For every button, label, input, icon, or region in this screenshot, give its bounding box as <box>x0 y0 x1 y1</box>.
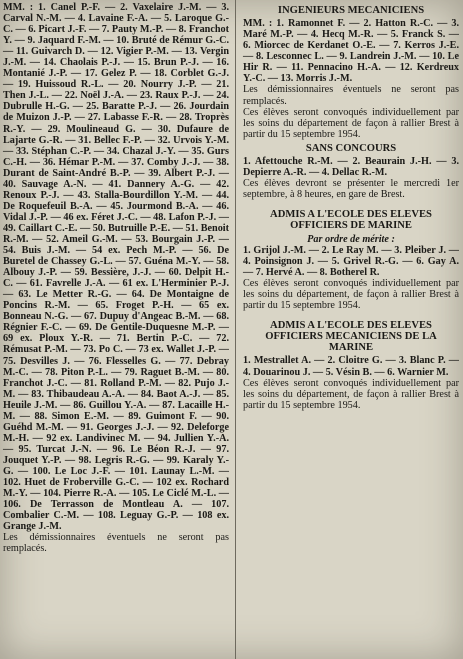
sans-concours-convocation: Ces élèves devront se présenter le mercredi 1er septembre, à 8 heures, en gare de Brest. <box>243 178 459 201</box>
section-gap <box>243 200 459 206</box>
admis-marine-convocation: Ces élèves seront convoqués individuellement par les soins du département, de façon à rallier Brest à partir du 15 septembre 1954. <box>243 277 459 311</box>
admission-list-main: MM. : 1. Canel P.-F. — 2. Vaxelaire J.-M. — 3. Carval N.-M. — 4. Lavaine F.-A. — 5. Laroque G.-C. — 6. Picart J.-F. — 7. Pauty M.-P. — 8. Franchot Y. — 9. Jaquard F.-M. — 10. Bruté de Rémur G.-C. — 11. Guivarch D. — 12. Vigier P.-M. — 13. Vergin J.-M. — 14. Chaolais P.-J. — 15. Brun P.-J. — 16. Montanié J.-P. — 17. Gelez P. — 18. Corblet G.-J. — 19. Huissoud R.-L. — 20. Nourry J.-P. — 21. Then J.-L. — 22. Noël J.-A. — 23. Raux P.-J. — 24. Dubrulle H.-G. — 25. Baratte P.-J. — 26. Jourdain de Muizon J.-P. — 27. Labasse F.-R. — 28. Troprès R.-Y. — 29. Moulineaud G. — 30. Dufaure de Lajarte G.-R. — 31. Bellec F.-P. — 32. Urvois Y.-M. — 33. Stéphan C.-P. — 34. Chazal J.-Y. — 35. Gurs C.-H. — 36. Hémar P.-M. — 37. Comby J.-J. — 38. Durant de Saint-André B.-P. — 39. Albert P.-J. — 40. Sauvage A.-N. — 41. Dannery A.-G. — 42. Renoux P.-J. — 43. Stalla-Bourdillon Y.-M. — 44. De Roquefeuil B.-A. — 45. Jourmond B.-A. — 46. Vidal J.-P. — 46 ex. Féret J.-C. — 48. Lafon P.-J. — 49. Caillart C.-E. — 50. Butruille P.-E. — 51. Benoit R.-M. — 52. Ameil G.-M. — 53. Bourgain J.-P. — 54. Buis J.-M. — 54 ex. Pech M.-P. — 56. De Buretel de Chassey G.-L. — 57. Guéna M.-Y. — 58. Albouy J.-P. — 59. Bessière, J.-J. — 60. Delpit H.-C. — 61. Favrelle J.-A. — 61 ex. L'Herminier P.-J. — 63. Le Metter R.-G. — 64. De Montaigne de Poncins R.-M. — 65. Froget P.-H. — 65 ex. Bonneau N.-G. — 67. Dupuy d'Angeac B.-M. — 68. Régnier F.-C. — 69. De Gentile-Duquesne M.-P. — 69 ex. Ploux Y.-R. — 71. Bertin P.-C. — 72. Rémusat P.-M. — 73. Po C. — 73 ex. Wallet J.-P. — 75. Desvilles J. — 76. Flesselles G. — 77. Debray M.-C. — 78. Piton P.-L. — 79. Raguet B.-M. — 80. Franchot J.-C. — 81. Rolland P.-M. — 82. Pujo J.-M. — 83. Thibaudeau A.-A. — 84. Baot A.-J. — 85. Heuile J.-M. — 86. Guillou Y.-A. — 87. Lacaille H.-M. — 88. Simon E.-M. — 89. Guimont F. — 90. Guéhd M.-M. — 91. Georges J.-J. — 92. Deleforge M.-H. — 92 ex. Landivinec M. — 94. Jullien Y.-A. — 95. Turcat J.-N. — 96. Le Béon R.-J. — 97. Jouquet Y.-P. — 98. Legris R.-G. — 99. Karaly Y.-G. — 100. Le Loc J.-F. — 101. Launay L.-M. — 102. Huet de Froberville G.-C. — 102 ex. Rochard M.-Y. — 104. Pierre R.-A. — 105. Le Ciclé M.-L. — 106. De Terrasson de Montleau A. — 107. Combalier C.-M. — 108. Leguay G.-P. — 108 ex. Grange J.-M. <box>3 2 230 533</box>
column-divider <box>235 0 236 659</box>
admis-mecaniciens-list: 1. Mestrallet A. — 2. Cloitre G. — 3. Blanc P. — 4. Douarinou J. — 5. Vésin B. — 6. Warnier M. <box>243 355 459 378</box>
merit-order-subheading: Par ordre de mérite : <box>307 233 395 245</box>
admis-marine-list: 1. Grijol J.-M. — 2. Le Ray M. — 3. Pleiber J. — 4. Poinsignon J. — 5. Grivel R.-G. — 6. Gay A. — 7. Hervé A. — 8. Botherel R. <box>243 244 459 278</box>
right-column <box>243 2 459 411</box>
admis-mecaniciens-convocation: Ces élèves seront convoqués individuellement par les soins du département, de façon à rallier Brest à partir du 15 septembre 1954. <box>243 377 459 411</box>
ingenieurs-note: Les démissionnaires éventuels ne seront pas remplacés. <box>243 84 459 107</box>
ingenieurs-convocation: Ces élèves seront convoqués individuellement par les soins du département de façon à rallier Brest à partir du 15 septembre 1954. <box>243 106 459 140</box>
section-gap <box>243 311 459 317</box>
heading-sans-concours: SANS CONCOURS <box>305 142 397 154</box>
heading-ingenieurs-mecaniciens: INGENIEURS MECANICIENS <box>277 5 425 16</box>
ingenieurs-list: MM. : 1. Ramonnet F. — 2. Hatton R.-C. — 3. Maré M.-P. — 4. Hecq M.-R. — 5. Franck S. — 6. Miorcec de Kerdanet O.-E. — 7. Kerros J.-E. — 8. Lesconnec L. — 9. Landrein J.-M. — 10. Le Hir R. — 11. Pennacino H.-A. — 12. Kerdreux Y.-C. — 13. Morris J.-M. <box>243 18 459 85</box>
resignation-note: Les démissionnaires éventuels ne seront pas remplacés. <box>3 532 229 555</box>
left-column <box>3 2 229 554</box>
sans-concours-list: 1. Afettouche R.-M. — 2. Beaurain J.-H. — 3. Depierre A.-R. — 4. Dellac R.-M. <box>243 155 459 178</box>
heading-admis-mecaniciens-marine: ADMIS A L'ECOLE DES ELEVES OFFICIERS MECANICIENS DE LA MARINE <box>265 319 437 354</box>
heading-admis-officiers-marine: ADMIS A L'ECOLE DES ELEVES OFFICIERS DE MARINE <box>270 209 432 232</box>
